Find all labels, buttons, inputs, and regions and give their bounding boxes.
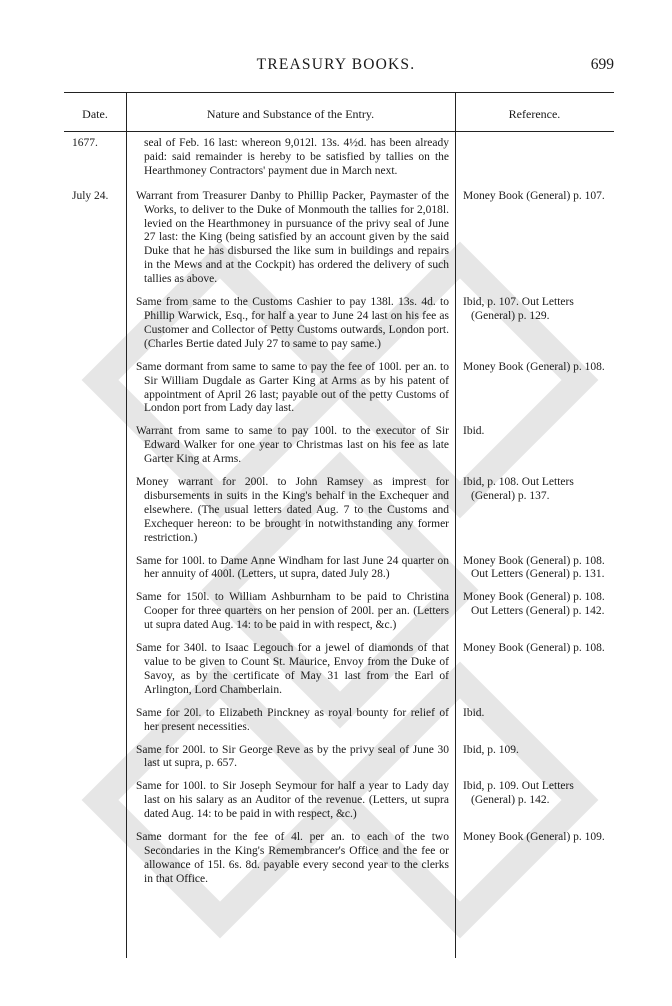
page-number: 699: [590, 56, 614, 73]
entry-reference: Money Book (General) p. 108. Out Letters (General) p. 131.: [463, 554, 605, 581]
entry-reference: Ibid.: [463, 425, 485, 438]
entry-text: Same dormant from same to same to pay the fee of 100l. per an. to Sir William Dugdale as Garter King at Arms as by his patent of appointment of April 26 last; payable out of the petty Customs of London port from Lady day last.: [136, 360, 449, 415]
entry-text: Money warrant for 200l. to John Ramsey as imprest for disbursements in suits in the King's behalf in the Exchequer and elsewhere. (The usual letters dated Aug. 7 to the Customs and Exchequer hereon: to be brought in notwithstanding any former restriction.): [136, 476, 449, 544]
entries-list: [0, 137, 672, 896]
entry-reference: Money Book (General) p. 109.: [463, 831, 605, 844]
entry-text: Same for 100l. to Sir Joseph Seymour for half a year to Lady day last on his salary as an Auditor of the revenue. (Letters, ut supra dated Aug. 14: to be paid in with respect, &c.): [136, 780, 449, 821]
running-title: TREASURY BOOKS.: [256, 56, 416, 73]
entry-text: Same for 20l. to Elizabeth Pinckney as royal bounty for relief of her present necessities.: [136, 706, 449, 733]
entry-row: [0, 642, 672, 698]
entry-row: [0, 831, 672, 887]
header-bottom-rule: [64, 131, 614, 132]
entry-reference: Ibid, p. 108. Out Letters (General) p. 137.: [463, 476, 574, 502]
entry-row: [0, 425, 672, 467]
table-top-rule: [64, 92, 614, 93]
entry-reference: Ibid, p. 109. Out Letters (General) p. 142.: [463, 780, 574, 807]
entry-text: Same for 200l. to Sir George Reve as by the privy seal of June 30 last ut supra, p. 657.: [136, 743, 449, 770]
entry-row: [0, 707, 672, 735]
entry-text: Warrant from same to same to pay 100l. to the executor of Sir Edward Walker for one year to Christmas last on his fee as late Garter King at Arms.: [136, 425, 449, 466]
running-head: [0, 56, 672, 78]
entry-reference: Money Book (General) p. 108. Out Letters (General) p. 142.: [463, 591, 605, 618]
entry-row: [0, 744, 672, 772]
entry-row: [0, 361, 672, 417]
entry-reference: Ibid, p. 109.: [463, 743, 519, 756]
entry-text: Warrant from Treasurer Danby to Phillip Packer, Paymaster of the Works, to deliver to the Duke of Monmouth the tallies for 2,018l. levied on the Hearthmoney in pursuance of the privy seal of June 27 last: the King (being satisfied by an account given by the said Duke that he has disbursed the like sum in buildings and repairs in the Mews and at the Cockpit) has ordered the delivery of such tallies as above.: [136, 189, 449, 286]
entry-text: seal of Feb. 16 last: whereon 9,012l. 13s. 4½d. has been already paid: said remainder is hereby to be satisfied by tallies on the Hearthmoney Contractors' payment due in March next.: [144, 137, 449, 177]
entry-row: [0, 780, 672, 822]
entry-reference: Money Book (General) p. 107.: [463, 189, 605, 202]
entry-row: [0, 591, 672, 633]
entry-date: 1677.: [72, 137, 98, 149]
entry-text: Same for 100l. to Dame Anne Windham for last June 24 quarter on her annuity of 400l. (Letters, ut supra, dated July 28.): [136, 554, 449, 581]
entry-text: Same for 150l. to William Ashburnham to be paid to Christina Cooper for three quarters on her pension of 200l. per an. (Letters ut supra dated Aug. 14: to be paid in with respect, &c.): [136, 591, 449, 632]
entry-row: [0, 190, 672, 287]
entry-text: Same for 340l. to Isaac Legouch for a jewel of diamonds of that value to be given to Count St. Maurice, Envoy from the Duke of Savoy, as by the certificate of May 31 last from the Earl of Arlington, Lord Chamberlain.: [136, 642, 449, 696]
entry-row: [0, 476, 672, 546]
entry-row: [0, 296, 672, 352]
entry-row: [0, 137, 672, 179]
entry-reference: Money Book (General) p. 108.: [463, 642, 605, 655]
column-header-nature: Nature and Substance of the Entry.: [206, 107, 375, 121]
entry-text: Same from same to the Customs Cashier to pay 138l. 13s. 4d. to Phillip Warwick, Esq., for half a year to June 24 last on his fee as Customer and Collector of Petty Customs outwards, London port. (Charles Bertie dated July 27 to same to pay same.): [136, 296, 449, 350]
entry-reference: Money Book (General) p. 108.: [463, 360, 605, 373]
entry-row: [0, 555, 672, 583]
entry-reference: Ibid.: [463, 706, 485, 719]
entry-date: July 24.: [72, 189, 109, 202]
column-header-date: Date.: [82, 107, 108, 121]
column-header-reference: Reference.: [508, 107, 561, 121]
entry-reference: Ibid, p. 107. Out Letters (General) p. 129.: [463, 296, 574, 322]
entry-text: Same dormant for the fee of 4l. per an. to each of the two Secondaries in the King's Remembrancer's Office and the fee or allowance of 15l. 6s. 8d. payable every second year to the clerks in that Office.: [136, 831, 449, 885]
